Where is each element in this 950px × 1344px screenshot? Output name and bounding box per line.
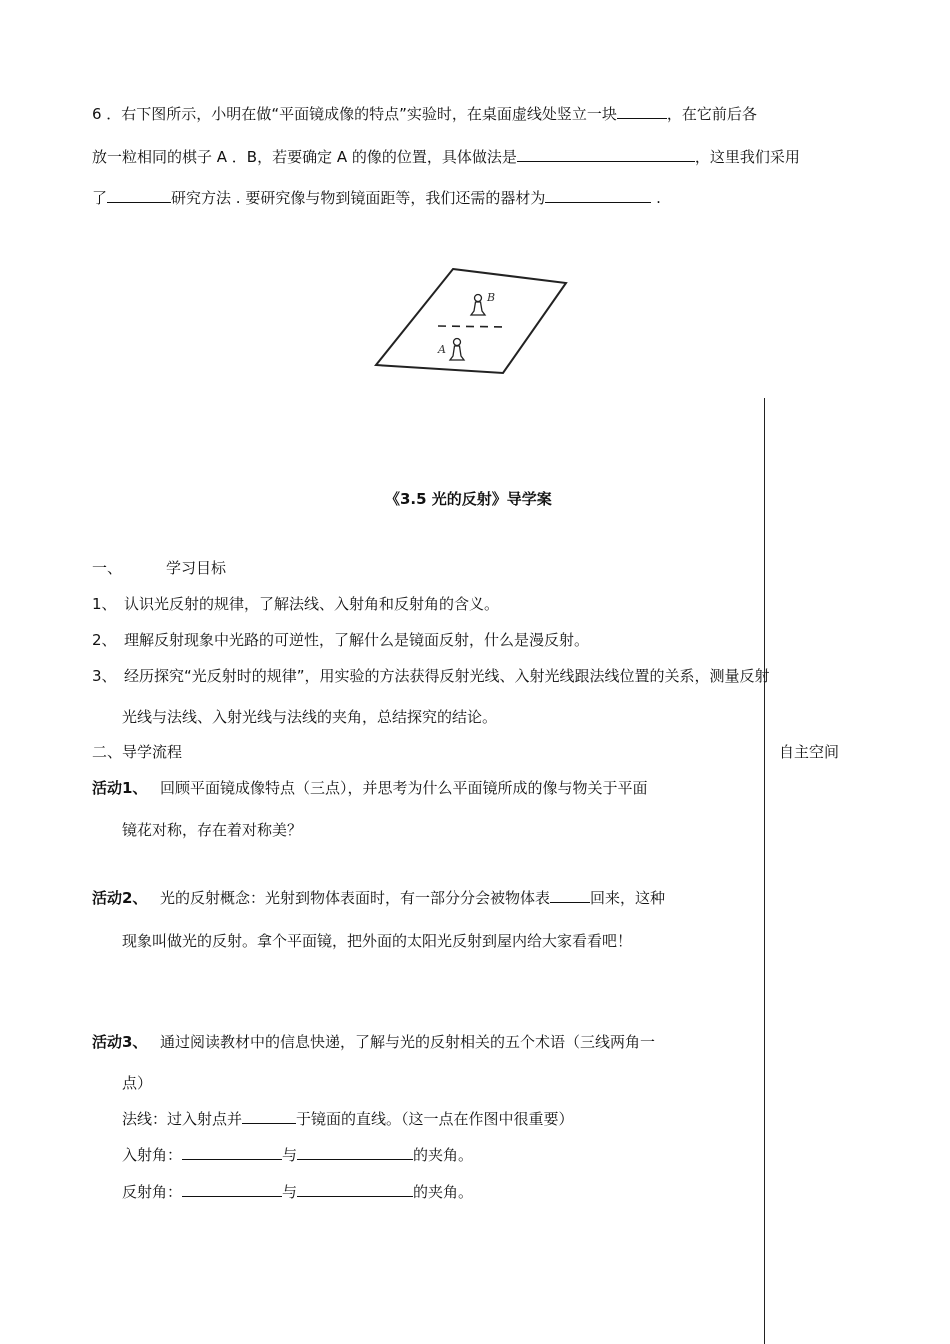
definition-text: 的夹角。 — [413, 1146, 474, 1164]
mirror-experiment-figure — [370, 265, 570, 385]
q6-text: ，这里我们采用 — [694, 148, 800, 166]
q6-text: ，在它前后各 — [666, 105, 757, 123]
q6-line2 — [92, 146, 800, 167]
activity1-line2: 镜花对称，存在着对称美？ — [122, 821, 303, 839]
blank — [617, 104, 667, 119]
section-number: 一、 — [92, 559, 123, 577]
blank — [517, 147, 695, 162]
label-b: B — [487, 291, 496, 304]
definition-text: 与 — [282, 1146, 298, 1164]
side-column-label: 自主空间 — [779, 743, 840, 761]
margin-divider — [764, 398, 765, 1344]
definition-text: 的夹角。 — [413, 1183, 474, 1201]
blank — [107, 188, 171, 203]
item-text: 认识光反射的规律，了解法线、入射角和反射角的含义。 — [124, 595, 500, 613]
blank — [297, 1182, 413, 1197]
label-a: A — [438, 343, 446, 356]
objective-item — [92, 593, 499, 614]
incident-angle-definition — [122, 1144, 473, 1165]
activity2-line2: 现象叫做光的反射。拿个平面镜，把外面的太阳光反射到屋内给大家看看吧！ — [122, 932, 633, 950]
activity-label: 活动1、 — [92, 779, 148, 797]
item-number: 3、 — [92, 667, 117, 685]
mirror-position-dashed-line — [438, 326, 508, 327]
blank — [297, 1145, 413, 1160]
item-number: 2、 — [92, 631, 117, 649]
blank — [182, 1182, 282, 1197]
definition-text: 入射角： — [122, 1146, 183, 1164]
activity3 — [92, 1031, 655, 1052]
section2-heading: 二、导学流程 — [92, 743, 183, 761]
item-text: 理解反射现象中光路的可逆性，了解什么是镜面反射，什么是漫反射。 — [124, 631, 590, 649]
table-surface — [376, 269, 566, 373]
q6-text: . — [651, 189, 661, 207]
q6-text: 放一粒相同的棋子 A ．B，若要确定 A 的像的位置，具体做法是 — [92, 148, 517, 166]
blank — [545, 188, 651, 203]
activity-text: 回来，这种 — [590, 889, 666, 907]
item-text: 经历探究“光反射时的规律”，用实验的方法获得反射光线、入射光线跟法线位置的关系，测量反射 — [124, 667, 770, 685]
objective-item — [92, 629, 589, 650]
blank — [550, 888, 590, 903]
chess-piece-b-icon — [471, 295, 485, 316]
q6-text: 研究方法 . 要研究像与物到镜面距等，我们还需的器材为 — [171, 189, 546, 207]
blank — [182, 1145, 282, 1160]
objective-item-continuation: 光线与法线、入射光线与法线的夹角，总结探究的结论。 — [122, 708, 498, 726]
objective-item — [92, 665, 770, 686]
activity3-line2: 点） — [122, 1074, 153, 1092]
activity-label: 活动2、 — [92, 889, 148, 907]
q6-text: 6 ．右下图所示，小明在做“平面镜成像的特点”实验时，在桌面虚线处竖立一块 — [92, 105, 617, 123]
definition-text: 于镜面的直线。（这一点在作图中很重要） — [296, 1110, 574, 1128]
activity-text: 通过阅读教材中的信息快递，了解与光的反射相关的五个术语（三线两角一 — [160, 1033, 656, 1051]
section-title: 学习目标 — [166, 559, 227, 577]
activity1 — [92, 777, 648, 798]
definition-text: 与 — [282, 1183, 298, 1201]
activity-text: 光的反射概念：光射到物体表面时，有一部分分会被物体表 — [160, 889, 551, 907]
chess-piece-a-icon — [450, 339, 464, 361]
activity-label: 活动3、 — [92, 1033, 148, 1051]
q6-text: 了 — [92, 189, 108, 207]
activity-text: 回顾平面镜成像特点（三点），并思考为什么平面镜所成的像与物关于平面 — [160, 779, 648, 797]
blank — [242, 1109, 296, 1124]
q6-line3 — [92, 187, 661, 208]
q6-line1 — [92, 103, 757, 124]
activity2 — [92, 887, 665, 908]
page-title: 《3.5 光的反射》导学案 — [385, 490, 552, 508]
reflection-angle-definition — [122, 1181, 473, 1202]
section1-heading — [92, 557, 226, 578]
definition-text: 反射角： — [122, 1183, 183, 1201]
definition-text: 法线：过入射点并 — [122, 1110, 243, 1128]
item-number: 1、 — [92, 595, 117, 613]
normal-line-definition — [122, 1108, 574, 1129]
